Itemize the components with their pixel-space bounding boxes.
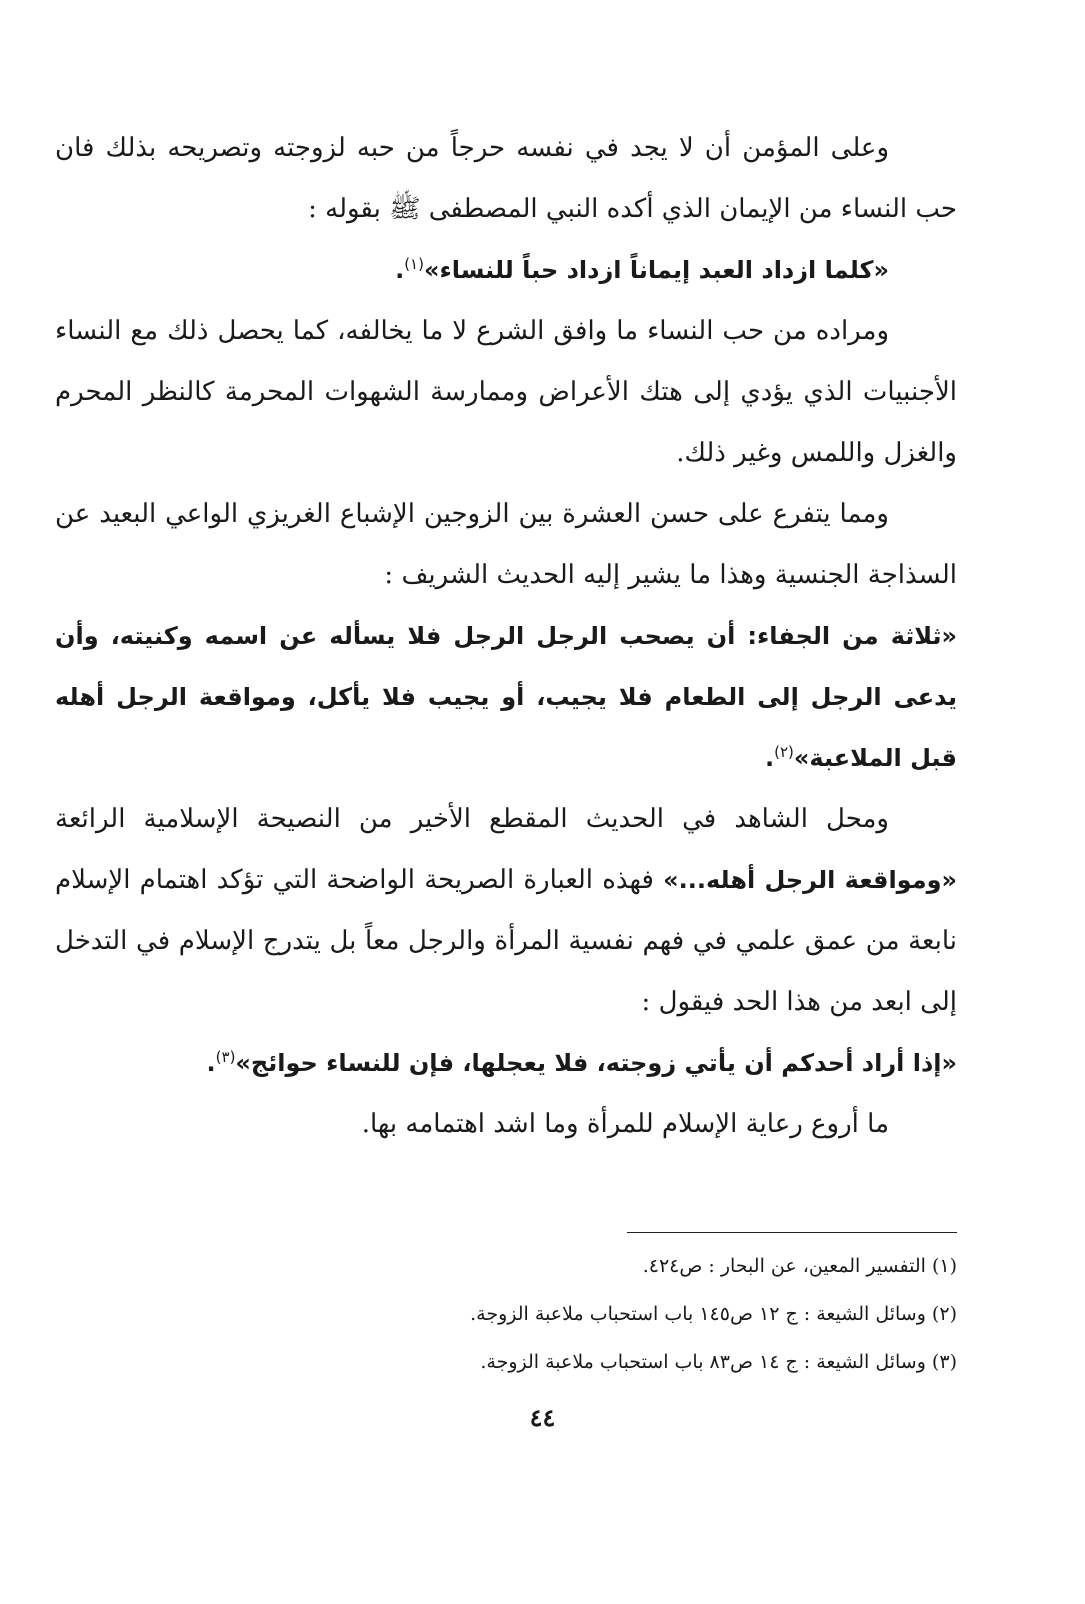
page-number: ٤٤ bbox=[529, 1403, 556, 1432]
hadith-3-text: «إذا أراد أحدكم أن يأتي زوجته، فلا يعجلها، فإن للنساء حوائج» bbox=[235, 1049, 957, 1077]
footnote-2: (٢) وسائل الشيعة : ج ١٢ ص١٤٥ باب استحباب ملاعبة الزوجة. bbox=[470, 1303, 957, 1325]
footnote-ref-2[interactable]: (٢) bbox=[774, 743, 794, 761]
hadith-3-end: . bbox=[206, 1049, 216, 1077]
hadith-2-text: «ثلاثة من الجفاء: أن يصحب الرجل الرجل فلا يسأله عن اسمه وكنيته، وأن يدعى الرجل إلى الطعام فلا يجيب، أو يجيب فلا يأكل، ومواقعة الرجل أهله قبل الملاعبة» bbox=[55, 622, 957, 772]
paragraph-4-quote: «ومواقعة الرجل أهله...» bbox=[663, 866, 958, 894]
hadith-quote-1 bbox=[55, 240, 957, 301]
hadith-1-end: . bbox=[395, 256, 405, 284]
hadith-1-text: «كلما ازداد العبد إيماناً ازداد حباً للنساء» bbox=[423, 256, 889, 284]
paragraph-4-start: ومحل الشاهد في الحديث المقطع الأخير من النصيحة الإسلامية الرائعة bbox=[55, 804, 889, 834]
paragraph-4-end: فهذه العبارة الصريحة الواضحة التي تؤكد اهتمام الإسلام نابعة من عمق علمي في فهم نفسية المرأة والرجل معاً بل يتدرج الإسلام في التدخل إلى ابعد من هذا الحد فيقول : bbox=[55, 865, 957, 1017]
hadith-quote-2 bbox=[55, 606, 957, 789]
footnote-divider bbox=[627, 1232, 957, 1233]
hadith-2-end: . bbox=[765, 744, 775, 772]
hadith-quote-3 bbox=[55, 1033, 957, 1094]
footnote-ref-1[interactable]: (١) bbox=[404, 255, 424, 273]
paragraph-2: ومراده من حب النساء ما وافق الشرع لا ما يخالفه، كما يحصل ذلك مع النساء الأجنبيات الذي يؤدي إلى هتك الأعراض وممارسة الشهوات المحرمة كالنظر المحرم والغزل واللمس وغير ذلك. bbox=[55, 316, 957, 468]
paragraph-3: ومما يتفرع على حسن العشرة بين الزوجين الإشباع الغريزي الواعي البعيد عن السذاجة الجنسية وهذا ما يشير إليه الحديث الشريف : bbox=[55, 499, 957, 590]
main-text bbox=[55, 118, 957, 1155]
paragraph-4 bbox=[55, 789, 957, 1033]
footnote-3: (٣) وسائل الشيعة : ج ١٤ ص٨٣ باب استحباب ملاعبة الزوجة. bbox=[480, 1351, 957, 1373]
footnote-1: (١) التفسير المعين، عن البحار : ص٤٢٤. bbox=[642, 1255, 957, 1277]
footnotes bbox=[120, 1242, 957, 1386]
paragraph-1: وعلى المؤمن أن لا يجد في نفسه حرجاً من حبه لزوجته وتصريحه بذلك فان حب النساء من الإيمان الذي أكده النبي المصطفى ﷺ بقوله : bbox=[55, 133, 957, 224]
footnote-ref-3[interactable]: (٣) bbox=[215, 1048, 236, 1066]
paragraph-5: ما أروع رعاية الإسلام للمرأة وما اشد اهتمامه بها. bbox=[361, 1109, 889, 1139]
